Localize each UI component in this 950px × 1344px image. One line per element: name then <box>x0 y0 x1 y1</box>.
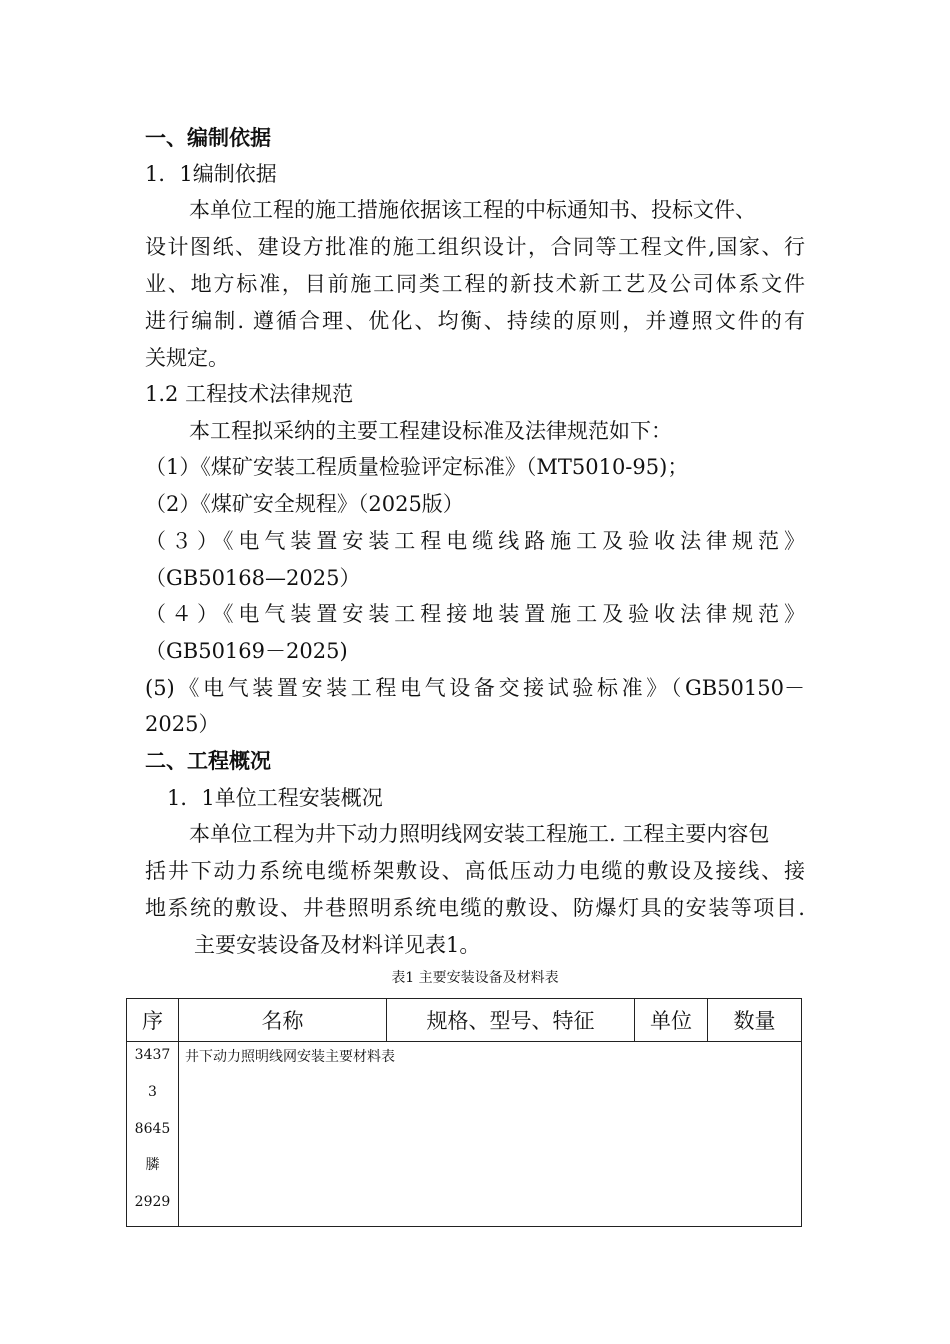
table-row <box>127 1042 802 1227</box>
table-caption: 表1 主要安装设备及材料表 <box>391 970 559 986</box>
paragraph-line: 括井下动力系统电缆桥架敷设、高低压动力电缆的敷设及接线、接 <box>145 859 805 883</box>
subsection-title-2-1: 1．1单位工程安装概况 <box>167 786 383 810</box>
paragraph-line: 地系统的敷设、井巷照明系统电缆的敷设、防爆灯具的安装等项目. <box>145 896 805 920</box>
subsection-title-1-2: 1.2 工程技术法律规范 <box>145 382 354 406</box>
seq-value: 膦 <box>145 1157 160 1174</box>
paragraph-line: 进行编制. 遵循合理、优化、均衡、持续的原则，并遵照文件的有 <box>145 309 805 333</box>
standard-item-code: 2025） <box>145 712 220 736</box>
standard-item: (5)《电气装置安装工程电气设备交接试验标准》（GB50150－ <box>145 676 805 700</box>
col-header-seq: 序 <box>127 999 179 1042</box>
col-header-qty: 数量 <box>708 999 802 1042</box>
section-heading-1: 一、编制依据 <box>145 126 271 150</box>
seq-value: 3 <box>148 1083 157 1100</box>
seq-value: 2929 <box>134 1194 171 1211</box>
paragraph-line: 本单位工程的施工措施依据该工程的中标通知书、投标文件、 <box>189 198 756 222</box>
paragraph-line: 设计图纸、建设方批准的施工组织设计，合同等工程文件,国家、行 <box>145 235 805 259</box>
standard-item: （2）《煤矿安全规程》（2025版） <box>145 492 464 516</box>
standard-item-code: （GB50169－2025) <box>145 639 348 663</box>
seq-value: 8645 <box>134 1120 171 1137</box>
paragraph-line: 业、地方标准，目前施工同类工程的新技术新工艺及公司体系文件 <box>145 272 805 296</box>
paragraph-line: 本单位工程为井下动力照明线网安装工程施工. 工程主要内容包 <box>189 822 770 846</box>
standard-item-code: （GB50168—2025） <box>145 566 361 590</box>
subsection-title-1-1: 1．1编制依据 <box>145 162 277 186</box>
seq-value: 3437 <box>134 1047 171 1063</box>
col-header-name: 名称 <box>179 999 387 1042</box>
section-heading-2: 二、工程概况 <box>145 749 271 773</box>
paragraph-line: 本工程拟采纳的主要工程建设标准及法律规范如下： <box>189 419 672 443</box>
col-header-unit: 单位 <box>635 999 708 1042</box>
col-header-spec: 规格、型号、特征 <box>387 999 635 1042</box>
materials-table <box>126 998 802 1227</box>
standard-item: （1）《煤矿安装工程质量检验评定标准》（MT5010-95)； <box>145 455 689 479</box>
table-body-cell: 井下动力照明线网安装主要材料表 <box>179 1042 802 1227</box>
seq-cell <box>127 1042 179 1227</box>
table-header-row <box>127 999 802 1042</box>
standard-item: （３）《电气装置安装工程电缆线路施工及验收法律规范》 <box>145 529 805 553</box>
paragraph-line: 关规定。 <box>145 346 229 370</box>
paragraph-line: 主要安装设备及材料详见表1。 <box>194 933 481 957</box>
standard-item: （４）《电气装置安装工程接地装置施工及验收法律规范》 <box>145 602 805 626</box>
